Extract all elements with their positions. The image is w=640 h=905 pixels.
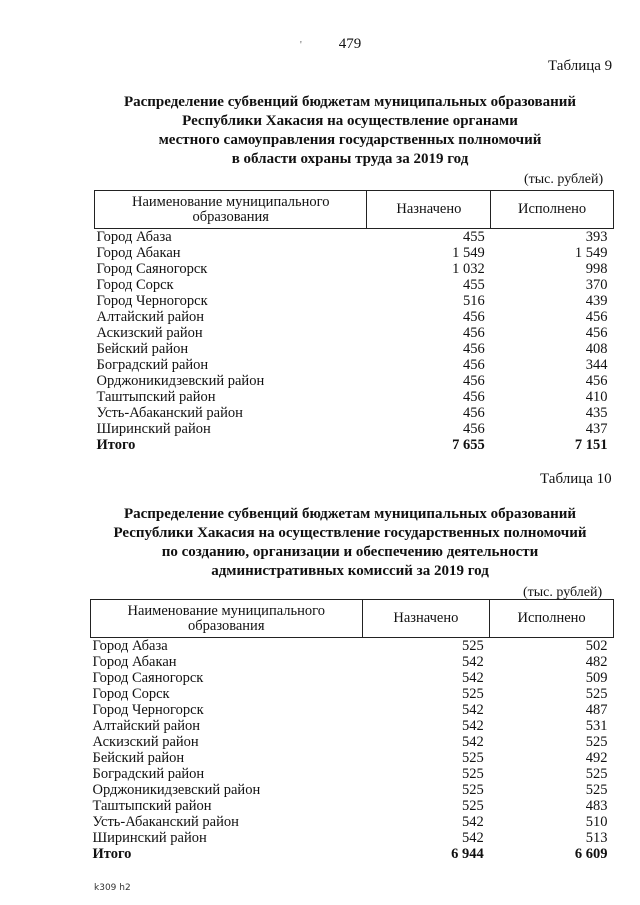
cell-name: Аскизский район: [92, 734, 199, 750]
cell-name: Город Сорск: [92, 686, 170, 702]
table-row: [95, 293, 614, 309]
total-executed: 6 609: [574, 846, 608, 862]
cell-executed: 509: [585, 670, 608, 686]
cell-assigned: 542: [461, 830, 484, 846]
table9-label: Таблица 9: [548, 58, 613, 74]
cell-executed: 525: [585, 734, 608, 750]
cell-executed: 492: [585, 750, 608, 766]
cell-assigned: 456: [462, 357, 485, 373]
total-row: [95, 437, 614, 453]
cell-executed: 525: [585, 686, 608, 702]
cell-executed: 344: [585, 357, 608, 373]
cell-executed: 525: [585, 782, 608, 798]
cell-name: Ширинский район: [96, 421, 211, 437]
table10-title-line: административных комиссий за 2019 год: [211, 563, 489, 579]
cell-assigned: 525: [461, 782, 484, 798]
cell-name: Аскизский район: [96, 325, 203, 341]
cell-assigned: 456: [462, 325, 485, 341]
cell-executed: 435: [585, 405, 608, 421]
header-executed: Исполнено: [490, 600, 614, 638]
cell-assigned: 456: [462, 341, 485, 357]
cell-executed: 525: [585, 766, 608, 782]
table-row: [91, 638, 614, 655]
cell-name: Город Абаза: [92, 638, 168, 654]
cell-name: Усть-Абаканский район: [92, 814, 239, 830]
table-row: [91, 734, 614, 750]
cell-assigned: 542: [461, 702, 484, 718]
cell-assigned: 542: [461, 670, 484, 686]
table-row: [95, 245, 614, 261]
table10-header-row: [91, 600, 614, 638]
table-row: [91, 670, 614, 686]
cell-executed: 456: [585, 309, 608, 325]
cell-name: Город Абакан: [92, 654, 177, 670]
cell-name: Город Саяногорск: [92, 670, 204, 686]
scan-mark: ': [300, 40, 302, 51]
cell-assigned: 456: [462, 421, 485, 437]
cell-executed: 483: [585, 798, 608, 814]
table-row: [95, 405, 614, 421]
table-row: [95, 309, 614, 325]
total-name: Итого: [92, 846, 132, 862]
cell-name: Орджоникидзевский район: [92, 782, 261, 798]
table-row: [95, 229, 614, 246]
table10-title-line: по созданию, организации и обеспечению деятельности: [161, 544, 539, 560]
cell-assigned: 542: [461, 814, 484, 830]
page-number: 479: [338, 36, 362, 52]
cell-name: Город Абаза: [96, 229, 172, 245]
table-row: [91, 798, 614, 814]
cell-name: Таштыпский район: [96, 389, 216, 405]
table-row: [95, 373, 614, 389]
cell-name: Город Сорск: [96, 277, 174, 293]
footer-code: k309 h2: [94, 883, 131, 893]
total-assigned: 7 655: [452, 437, 485, 453]
cell-executed: 1 549: [574, 245, 608, 261]
cell-name: Город Саяногорск: [96, 261, 208, 277]
cell-assigned: 525: [461, 686, 484, 702]
table-row: [91, 782, 614, 798]
table-row: [95, 421, 614, 437]
cell-assigned: 542: [461, 734, 484, 750]
cell-name: Таштыпский район: [92, 798, 212, 814]
table10: [90, 599, 614, 862]
table-row: [95, 261, 614, 277]
table-row: [91, 686, 614, 702]
cell-name: Алтайский район: [92, 718, 200, 734]
table10-title-line: Распределение субвенций бюджетам муниципальных образований: [123, 506, 577, 522]
table10-title: [60, 505, 640, 581]
table9: [94, 190, 614, 453]
cell-assigned: 456: [462, 389, 485, 405]
cell-executed: 513: [585, 830, 608, 846]
cell-name: Бейский район: [96, 341, 189, 357]
header-executed: Исполнено: [491, 191, 614, 229]
cell-executed: 370: [585, 277, 608, 293]
table-row: [91, 830, 614, 846]
total-name: Итого: [96, 437, 136, 453]
table9-header-row: [95, 191, 614, 229]
cell-executed: 510: [585, 814, 608, 830]
table10-units: (тыс. рублей): [523, 585, 603, 600]
cell-assigned: 456: [462, 405, 485, 421]
table-row: [95, 357, 614, 373]
table10-label: Таблица 10: [540, 471, 612, 487]
total-executed: 7 151: [574, 437, 608, 453]
cell-executed: 487: [585, 702, 608, 718]
table-row: [95, 389, 614, 405]
table-row: [91, 750, 614, 766]
cell-assigned: 525: [461, 750, 484, 766]
cell-executed: 410: [585, 389, 608, 405]
cell-name: Орджоникидзевский район: [96, 373, 265, 389]
table-row: [95, 341, 614, 357]
header-name: Наименование муниципального образования: [95, 191, 367, 229]
table9-title-line: Распределение субвенций бюджетам муниципальных образований: [123, 94, 577, 110]
table-row: [91, 766, 614, 782]
cell-executed: 456: [585, 325, 608, 341]
cell-assigned: 542: [461, 718, 484, 734]
cell-assigned: 542: [461, 654, 484, 670]
table-row: [91, 718, 614, 734]
table9-title-line: в области охраны труда за 2019 год: [231, 151, 469, 167]
table-row: [91, 814, 614, 830]
total-row: [91, 846, 614, 862]
cell-name: Алтайский район: [96, 309, 204, 325]
cell-name: Боградский район: [96, 357, 209, 373]
table-row: [95, 325, 614, 341]
cell-assigned: 456: [462, 309, 485, 325]
cell-name: Город Черногорск: [92, 702, 204, 718]
cell-assigned: 1 032: [452, 261, 485, 277]
header-name: Наименование муниципального образования: [91, 600, 363, 638]
cell-assigned: 525: [461, 766, 484, 782]
cell-name: Бейский район: [92, 750, 185, 766]
cell-executed: 439: [585, 293, 608, 309]
cell-assigned: 525: [461, 638, 484, 654]
cell-executed: 408: [585, 341, 608, 357]
cell-executed: 437: [585, 421, 608, 437]
cell-name: Усть-Абаканский район: [96, 405, 243, 421]
cell-executed: 482: [585, 654, 608, 670]
table9-title-line: местного самоуправления государственных полномочий: [158, 132, 542, 148]
table10-title-line: Республики Хакасия на осуществление государственных полномочий: [113, 525, 587, 541]
table-row: [91, 702, 614, 718]
cell-assigned: 516: [462, 293, 485, 309]
header-assigned: Назначено: [362, 600, 490, 638]
cell-executed: 502: [585, 638, 608, 654]
cell-name: Город Абакан: [96, 245, 181, 261]
total-assigned: 6 944: [451, 846, 484, 862]
table9-title-line: Республики Хакасия на осуществление органами: [182, 113, 518, 129]
table9-units: (тыс. рублей): [524, 172, 604, 187]
table-row: [95, 277, 614, 293]
cell-name: Город Черногорск: [96, 293, 208, 309]
cell-name: Боградский район: [92, 766, 205, 782]
cell-assigned: 1 549: [452, 245, 485, 261]
cell-executed: 393: [585, 229, 608, 245]
cell-assigned: 455: [462, 277, 485, 293]
header-assigned: Назначено: [367, 191, 491, 229]
table-row: [91, 654, 614, 670]
cell-executed: 998: [585, 261, 608, 277]
cell-executed: 456: [585, 373, 608, 389]
cell-executed: 531: [585, 718, 608, 734]
cell-assigned: 455: [462, 229, 485, 245]
cell-assigned: 456: [462, 373, 485, 389]
cell-assigned: 525: [461, 798, 484, 814]
cell-name: Ширинский район: [92, 830, 207, 846]
table9-title: [60, 93, 640, 169]
